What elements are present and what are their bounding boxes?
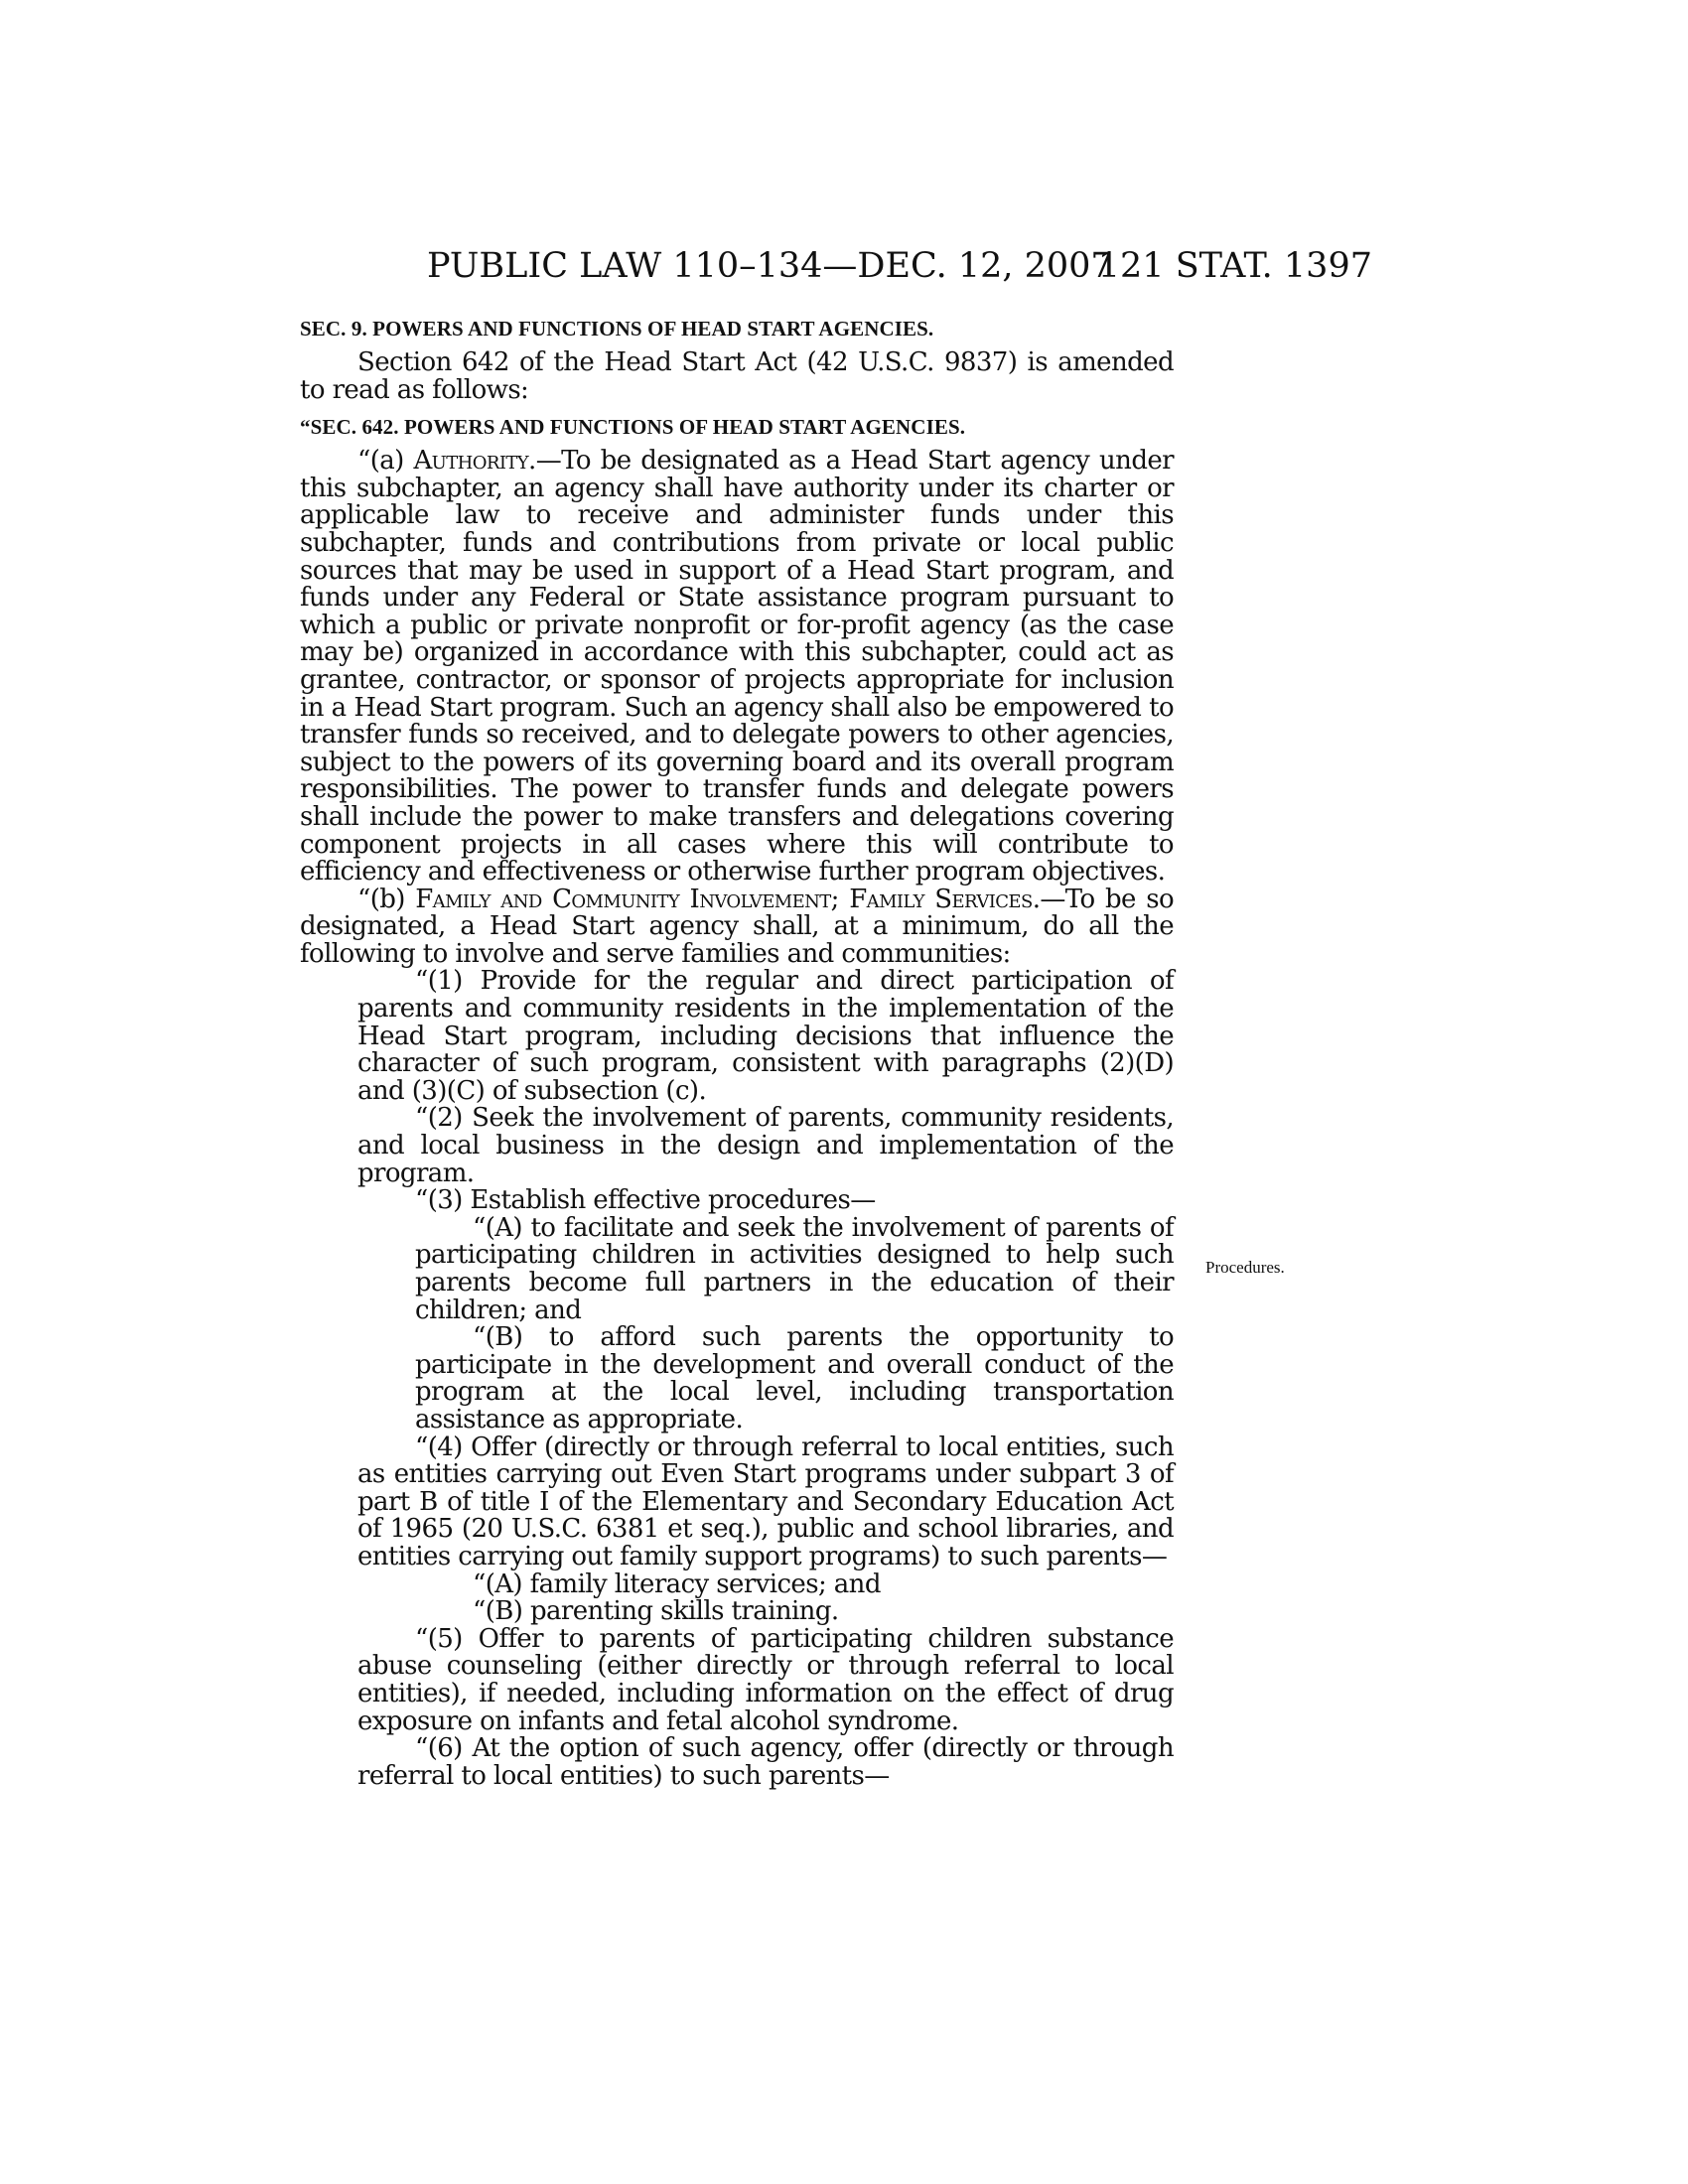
paragraph-3: “(3) Establish effective procedures— <box>415 1185 876 1216</box>
paragraph-6: “(6) At the option of such agency, offer (directly or through referral to local entities) to such parents— <box>357 1733 1174 1791</box>
subsection-b-caption: Family and Community Involvement; Family Services <box>415 884 1033 914</box>
subsection-a-caption: Authority <box>413 446 529 477</box>
paragraph-3-a: “(A) to facilitate and seek the involvement of parents of participating children in activities designed to help such parents become full partners in the education of their children; and <box>415 1212 1174 1325</box>
subsection-b-designation: “(b) <box>357 884 405 914</box>
stat-page-number: 121 STAT. 1397 <box>1097 246 1372 286</box>
paragraph-2: “(2) Seek the involvement of parents, community residents, and local business in the design and implementation of the program. <box>357 1103 1174 1188</box>
paragraph-1: “(1) Provide for the regular and direct participation of parents and community residents in the implementation of the Head Start program, including decisions that influence the character of such program, consistent with paragraphs (2)(D) and (3)(C) of subsection (c). <box>357 966 1174 1106</box>
section-9 <box>300 316 1174 1790</box>
sec-9-heading: SEC. 9. POWERS AND FUNCTIONS OF HEAD START AGENCIES. <box>300 317 934 341</box>
subsection-b-text: .—To be so designated, a Head Start agency shall, at a minimum, do all the following to involve and serve families and communities: <box>300 884 1174 969</box>
subsection-a <box>300 448 1174 887</box>
paragraph-4-a: “(A) family literacy services; and <box>473 1569 881 1599</box>
sec-642-heading: “SEC. 642. POWERS AND FUNCTIONS OF HEAD START AGENCIES. <box>300 415 966 440</box>
margin-note-procedures: Procedures. <box>1205 1258 1285 1277</box>
subsection-b <box>300 884 1174 969</box>
running-title: PUBLIC LAW 110–134—DEC. 12, 2007 <box>427 246 1113 286</box>
paragraph-3-b: “(B) to afford such parents the opportunity to participate in the development and overall conduct of the program at the local level, including transportation assistance as appropriate. <box>415 1322 1174 1434</box>
sec-9-intro: Section 642 of the Head Start Act (42 U.S.C. 9837) is amended to read as follows: <box>300 347 1174 405</box>
subsection-a-designation: “(a) <box>357 446 404 477</box>
paragraph-4: “(4) Offer (directly or through referral to local entities, such as entities carrying out Even Start programs under subpart 3 of part B of title I of the Elementary and Secondary Education Act of 1965 (20 U.S.C. 6381 et seq.), public and school libraries, and entities carrying out family support programs) to such parents— <box>357 1432 1174 1571</box>
subsection-a-text: .—To be designated as a Head Start agency under this subchapter, an agency shall have authority under its charter or applicable law to receive and administer funds under this subchapter, funds and contributions from private or local public sources that may be used in support of a Head Start program, and funds under any Federal or State assistance program pursuant to which a public or private nonprofit or for-profit agency (as the case may be) organized in accordance with this subchapter, could act as grantee, contractor, or sponsor of projects appropriate for inclusion in a Head Start program. Such an agency shall also be empowered to transfer funds so received, and to delegate powers to other agencies, subject to the powers of its governing board and its overall program responsibilities. The power to transfer funds and delegate powers shall include the power to make transfers and delegations covering component projects in all cases where this will contribute to efficiency and effectiveness or otherwise further program objectives. <box>300 446 1174 887</box>
paragraph-5: “(5) Offer to parents of participating children substance abuse counseling (either directly or through referral to local entities), if needed, including information on the effect of drug exposure on infants and fetal alcohol syndrome. <box>357 1623 1174 1736</box>
paragraph-4-b: “(B) parenting skills training. <box>473 1596 839 1627</box>
page-header <box>300 246 1372 286</box>
